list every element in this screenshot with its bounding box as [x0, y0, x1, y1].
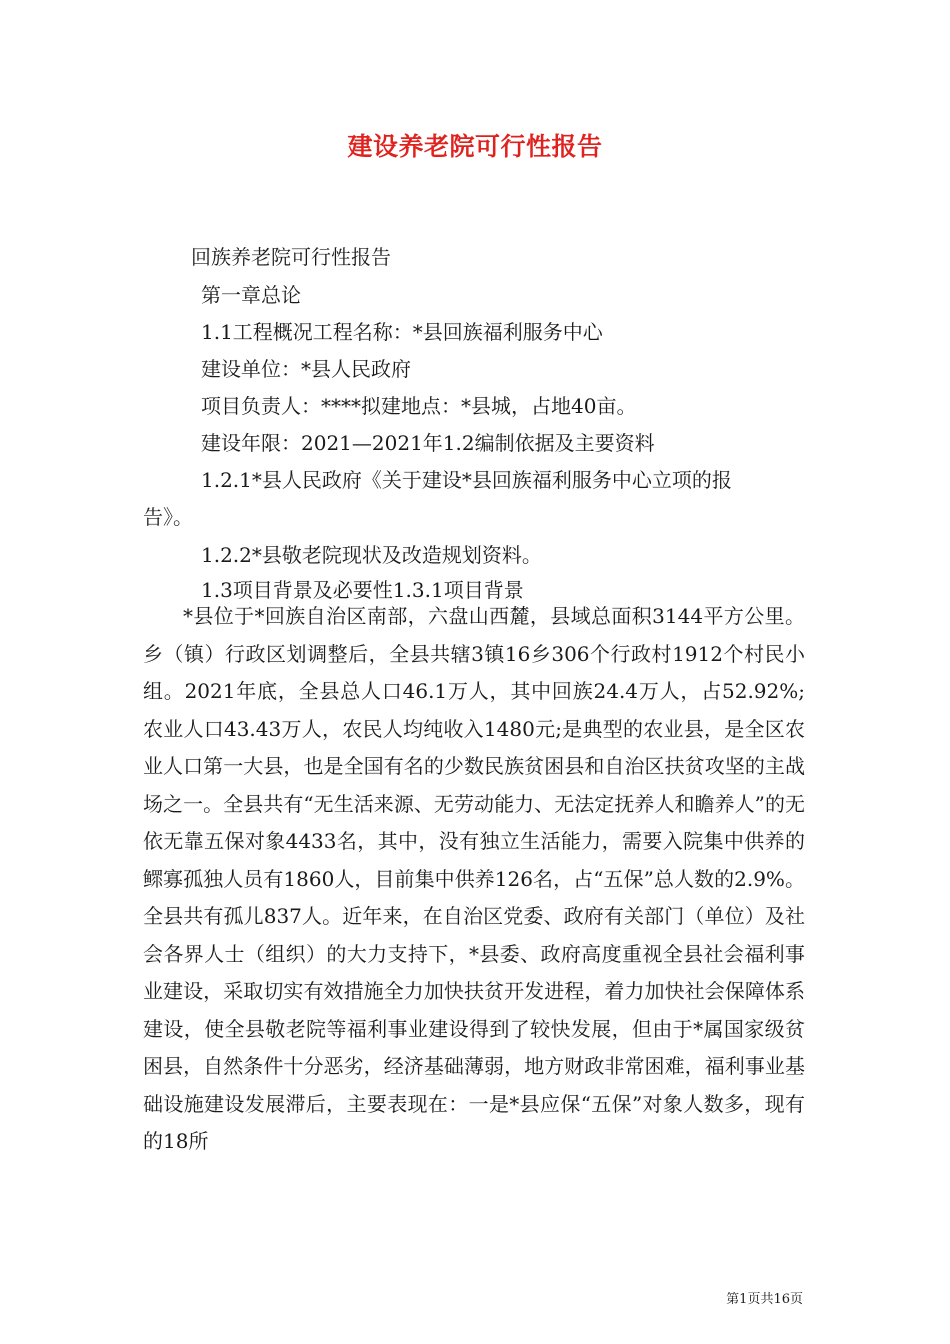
background-paragraph: *县位于*回族自治区南部，六盘山西麓，县域总面积3144平方公里。乡（镇）行政区划调整后，全县共辖3镇16乡306个行政村1912个村民小组。2021年底，全县总人口46.1万人，其中回族24.4万人，占52.92%;农业人口43.43万人，农民人均纯收入1480元;是典型的农业县，是全区农业人口第一大县，也是全国有名的少数民族贫困县和自治区扶贫攻坚的主战场之一。全县共有“无生活来源、无劳动能力、无法定抚养人和瞻养人”的无依无靠五保对象4433名，其中，没有独立生活能力，需要入院集中供养的鳏寡孤独人员有1860人，目前集中供养126名，占“五保”总人数的2.9%。全县共有孤儿837人。近年来，在自治区党委、政府有关部门（单位）及社会各界人士（组织）的大力支持下，*县委、政府高度重视全县社会福利事业建设，采取切实有效措施全力加快扶贫开发进程，着力加快社会保障体系建设，使全县敬老院等福利事业建设得到了较快发展，但由于*属国家级贫困县，自然条件十分恶劣，经济基础薄弱，地方财政非常困难，福利事业基础设施建设发展滞后，主要表现在：一是*县应保“五保”对象人数多，现有的18所 — [143, 604, 805, 1153]
basis-item-1-line-b: 告》。 — [143, 505, 193, 529]
project-overview-line: 1.1工程概况工程名称：*县回族福利服务中心 — [201, 320, 603, 344]
chapter-heading: 第一章总论 — [201, 283, 301, 307]
page-number-footer: 第1页共16页 — [726, 1292, 803, 1307]
basis-item-2-line: 1.2.2*县敬老院现状及改造规划资料。 — [201, 543, 542, 567]
background-heading: 1.3项目背景及必要性1.3.1项目背景 — [201, 578, 524, 602]
document-title: 建设养老院可行性报告 — [347, 132, 603, 161]
basis-item-1-line-a: 1.2.1*县人民政府《关于建设*县回族福利服务中心立项的报 — [201, 468, 732, 492]
builder-line: 建设单位：*县人民政府 — [201, 357, 411, 381]
subtitle-line: 回族养老院可行性报告 — [191, 245, 391, 269]
leader-location-line: 项目负责人：****拟建地点：*县城，占地40亩。 — [201, 394, 637, 418]
construction-period-line: 建设年限：2021—2021年1.2编制依据及主要资料 — [201, 431, 655, 455]
